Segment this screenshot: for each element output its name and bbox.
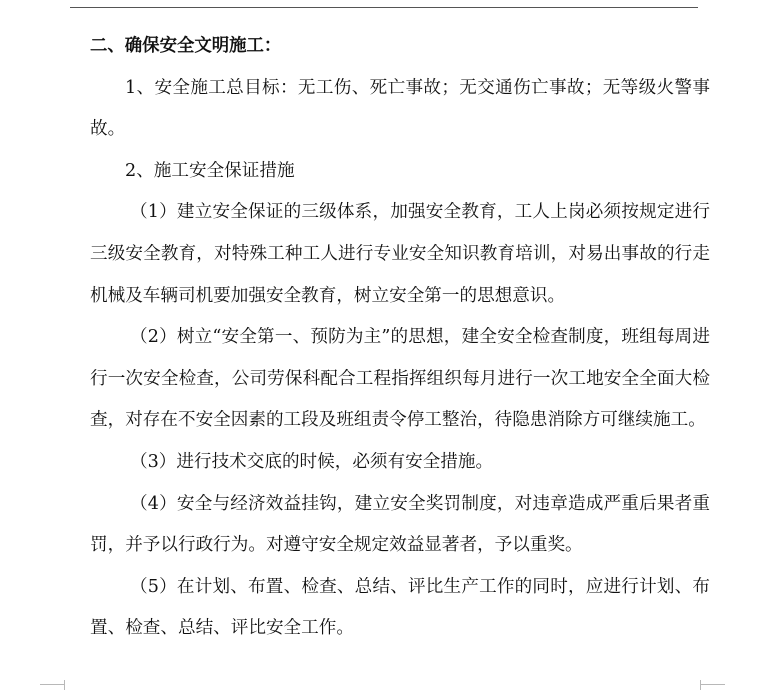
- section-heading: 二、确保安全文明施工：: [90, 36, 282, 56]
- paragraph-measures-title: 2、施工安全保证措施: [125, 160, 295, 181]
- header-rule: [70, 7, 698, 8]
- page-corner-mark-right-horizontal: [701, 684, 725, 685]
- paragraph-measure-3: （3）进行技术交底的时候，必须有安全措施。: [130, 451, 494, 472]
- paragraph-measure-4: （4）安全与经济效益挂钩，建立安全奖罚制度，对违章造成严重后果者重罚，并予以行政行为。对遵守安全规定效益显著者，予以重奖。: [90, 493, 710, 556]
- document-body: [90, 26, 710, 650]
- page-corner-mark-left-horizontal: [40, 684, 64, 685]
- page-corner-mark-left: [64, 680, 91, 690]
- paragraph-safety-goal: 1、安全施工总目标：无工伤、死亡事故；无交通伤亡事故；无等级火警事故。: [90, 77, 710, 140]
- paragraph-measure-2: （2）树立“安全第一、预防为主”的思想，建全安全检查制度，班组每周进行一次安全检查，公司劳保科配合工程指挥组织每月进行一次工地安全全面大检查，对存在不安全因素的工段及班组责令停工整治，待隐患消除方可继续施工。: [90, 327, 710, 431]
- paragraph-measure-1: （1）建立安全保证的三级体系，加强安全教育，工人上岗必须按规定进行三级安全教育，对特殊工种工人进行专业安全知识教育培训，对易出事故的行走机械及车辆司机要加强安全教育，树立安全第一的思想意识。: [90, 202, 710, 306]
- page-corner-mark-right: [700, 680, 701, 690]
- paragraph-measure-5: （5）在计划、布置、检查、总结、评比生产工作的同时，应进行计划、布置、检查、总结、评比安全工作。: [90, 576, 710, 639]
